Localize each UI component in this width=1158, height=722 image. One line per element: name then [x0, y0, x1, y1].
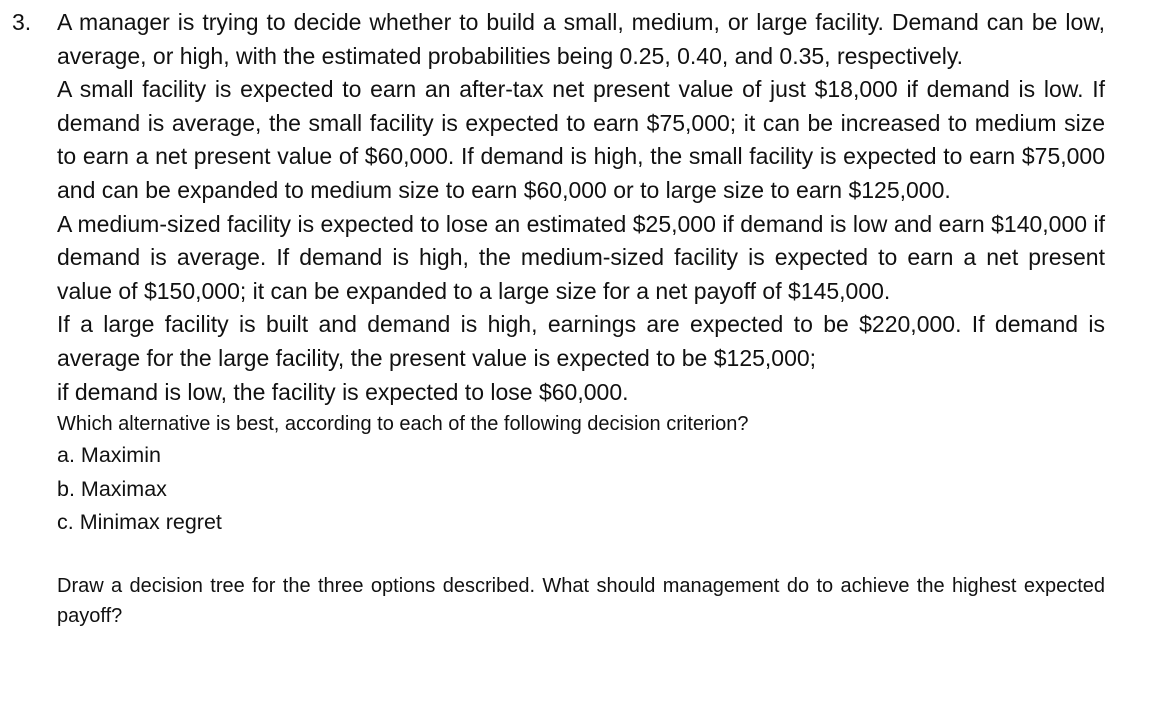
decision-tree-question: Draw a decision tree for the three options described. What should management do to achieve the highest expected payoff?: [57, 574, 1105, 627]
paragraph-medium-facility: A medium-sized facility is expected to lose an estimated $25,000 if demand is low and earn $140,000 if demand is average. If demand is high, the medium-sized facility is expected to earn a net present value of $150,000; it can be expanded to a large size for a net payoff of $145,000.: [57, 210, 1105, 304]
problem-number: 3.: [12, 9, 32, 35]
paragraph-large-facility: If a large facility is built and demand is high, earnings are expected to be $220,000. If demand is average for the large facility, the present value is expected to be $125,000;: [57, 311, 1105, 371]
problem-content: [57, 6, 1105, 631]
option-maximin: a. Maximin: [57, 443, 161, 468]
criterion-question: Which alternative is best, according to each of the following decision criterion?: [57, 413, 749, 436]
criterion-options: [57, 439, 1105, 540]
paragraph-large-low-demand: if demand is low, the facility is expected to lose $60,000.: [57, 378, 629, 405]
paragraph-demand: A manager is trying to decide whether to build a small, medium, or large facility. Demand can be low, average, or high, with the estimated probabilities being 0.25, 0.40, and 0.35, respectively.: [57, 9, 1105, 69]
option-maximax: b. Maximax: [57, 476, 167, 501]
option-minimax-regret: c. Minimax regret: [57, 510, 222, 535]
paragraph-small-facility: A small facility is expected to earn an after-tax net present value of just $18,000 if demand is low. If demand is average, the small facility is expected to earn $75,000; it can be increased to medium size to earn a net present value of $60,000. If demand is high, the small facility is expected to earn $75,000 and can be expanded to medium size to earn $60,000 or to large size to earn $125,000.: [57, 76, 1105, 203]
